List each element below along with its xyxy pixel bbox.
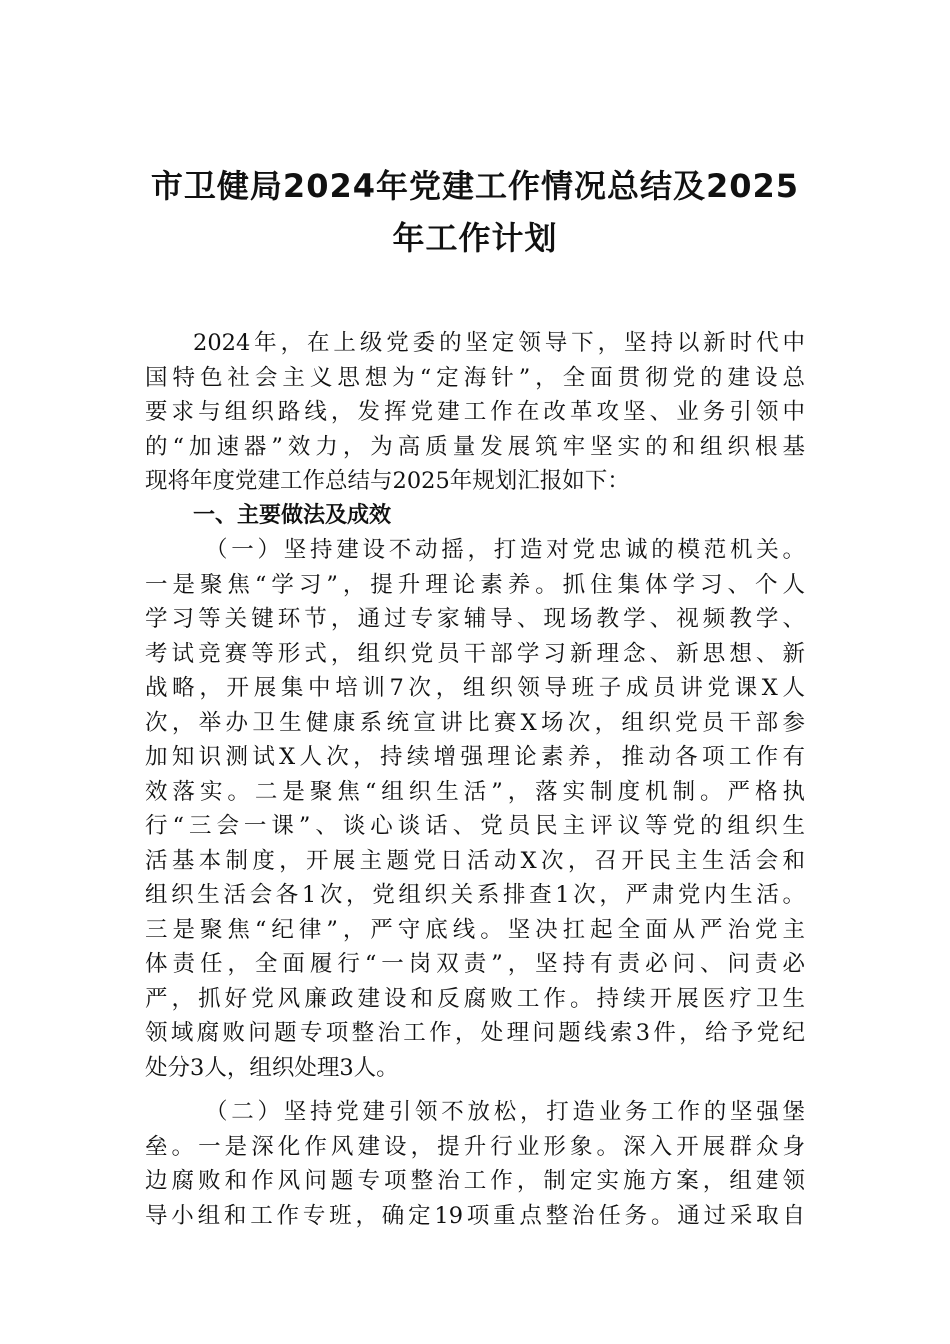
title-line: 年工作计划 [392,219,558,257]
paragraph-line: 加知识测试X人次，持续增强理论素养，推动各项工作有 [145,744,805,770]
paragraph-line: 考试竞赛等形式，组织党员干部学习新理念、新思想、新 [145,640,805,667]
intro-line: 现将年度党建工作总结与2025年规划汇报如下： [145,468,630,494]
title-line: 市卫健局2024年党建工作情况总结及2025 [150,167,800,205]
paragraph-line: 学习等关键环节，通过专家辅导、现场教学、视频教学、 [145,606,805,632]
paragraph-line: 边腐败和作风问题专项整治工作，制定实施方案，组建领 [145,1168,805,1194]
intro-line: 2024年，在上级党委的坚定领导下，坚持以新时代中 [193,330,805,356]
document-title [145,160,805,264]
paragraph-line: 活基本制度，开展主题党日活动X次，召开民主生活会和 [145,847,805,874]
paragraph-line: 严，抓好党风廉政建设和反腐败工作。持续开展医疗卫生 [145,985,805,1012]
paragraph-line: 战略，开展集中培训7次，组织领导班子成员讲党课X人 [145,675,805,701]
paragraph-line: 领域腐败问题专项整治工作，处理问题线索3件，给予党纪 [145,1020,805,1046]
paragraph-line: 组织生活会各1次，党组织关系排查1次，严肃党内生活。 [145,882,805,908]
subsection-heading-1: （一）坚持建设不动摇，打造对党忠诚的模范机关。 [205,537,805,563]
paragraph-line: 效落实。二是聚焦“组织生活”，落实制度机制。严格执 [145,778,805,805]
document-body [145,326,805,1233]
paragraph-line: 导小组和工作专班，确定19项重点整治任务。通过采取自 [145,1202,805,1229]
paragraph-line: 一是聚焦“学习”，提升理论素养。抓住集体学习、个人 [145,571,805,598]
paragraph-line: 垒。一是深化作风建设，提升行业形象。深入开展群众身 [145,1133,805,1160]
paragraph-line: 行“三会一课”、谈心谈话、党员民主评议等党的组织生 [145,813,805,839]
paragraph-line: 三是聚焦“纪律”，严守底线。坚决扛起全面从严治党主 [145,916,805,943]
subsection-heading-2: （二）坚持党建引领不放松，打造业务工作的坚强堡 [205,1099,805,1125]
intro-line: 要求与组织路线，发挥党建工作在改革攻坚、业务引领中 [145,399,805,425]
intro-line: 的“加速器”效力，为高质量发展筑牢坚实的和组织根基 [145,433,805,460]
section-heading: 一、主要做法及成效 [193,502,392,528]
paragraph-line: 处分3人，组织处理3人。 [145,1054,399,1081]
paragraph-line: 次，举办卫生健康系统宣讲比赛X场次，组织党员干部参 [145,709,805,736]
paragraph-line: 体责任，全面履行“一岗双责”，坚持有责必问、问责必 [145,951,805,977]
paragraph-gap [145,1085,805,1095]
intro-line: 国特色社会主义思想为“定海针”，全面贯彻党的建设总 [145,364,805,391]
